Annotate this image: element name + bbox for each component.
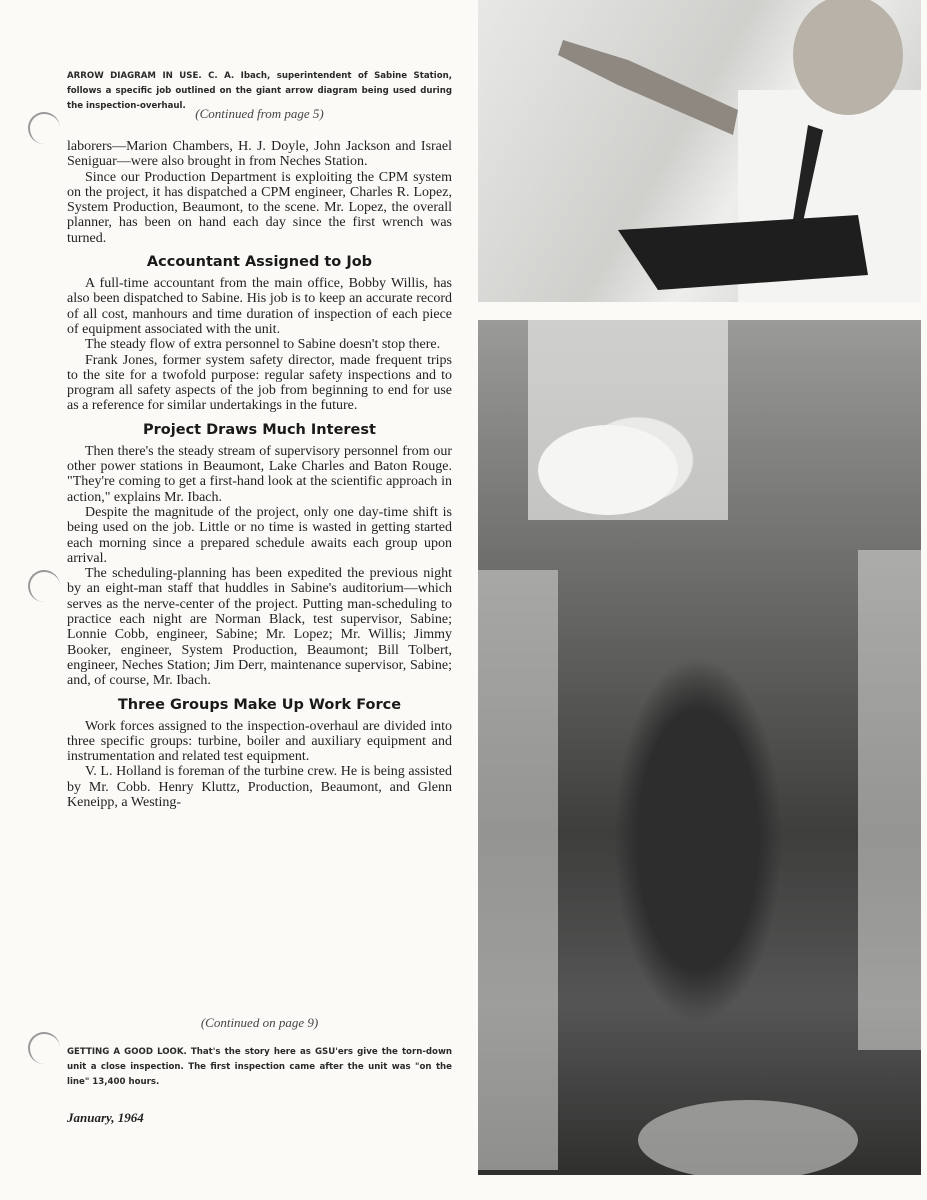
paragraph: Since our Production Department is exploiting the CPM system on the project, it has dispatched a CPM engineer, Charles R. Lopez, System Production, Beaumont, to the scene. Mr. Lopez, the overall planner, has been on hand each day since the first wrench was turned. <box>67 169 452 246</box>
paragraph: V. L. Holland is foreman of the turbine crew. He is being assisted by Mr. Cobb. Henry Kluttz, Production, Beaumont, and Glenn Keneipp, a Westing- <box>67 764 452 810</box>
section-heading: Accountant Assigned to Job <box>146 254 373 271</box>
paragraph: Frank Jones, former system safety director, made frequent trips to the site for a twofold purpose: regular safety inspections and to program all safety aspects of the job from beginning to end for use as a reference for similar undertakings in the future. <box>67 352 452 414</box>
binder-hole <box>28 570 60 602</box>
paragraph: Despite the magnitude of the project, only one day-time shift is being used on the job. Little or no time is wasted in getting started each morning since a prepared schedule awaits each group upon arrival. <box>67 504 452 566</box>
binder-hole <box>28 112 60 144</box>
right-pipe-shape <box>858 550 921 1050</box>
photo-turbine-inspection <box>478 320 921 1175</box>
continued-on: (Continued on page 9) <box>200 1015 319 1030</box>
paragraph: A full-time accountant from the main office, Bobby Willis, has also been dispatched to Sabine. His job is to keep an accurate record of all cost, manhours and time duration of inspection of each piece of equipment associated with the unit. <box>67 276 452 337</box>
section-heading: Three Groups Make Up Work Force <box>117 696 402 713</box>
paragraph: The scheduling-planning has been expedited the previous night by an eight-man staff that huddles in Sabine's auditorium—which serves as the nerve-center of the project. Putting man-scheduling to practice each night are Norman Black, test supervisor, Sabine; Lonnie Cobb, engineer, Sabine; Mr. Lopez; Mr. Willis; Jimmy Booker, engineer, System Production, Beaumont; Bill Tolbert, engineer, Neches Station; Jim Derr, maintenance supervisor, Sabine; and, of course, Mr. Ibach. <box>67 566 452 689</box>
paragraph: The steady flow of extra personnel to Sabine doesn't stop there. <box>85 337 441 353</box>
photo-illustration <box>478 320 921 1175</box>
paragraph: Work forces assigned to the inspection-overhaul are divided into three specific groups: turbine, boiler and auxiliary equipment and instrumentation and related test equipment. <box>67 718 452 765</box>
arm-shape <box>558 40 738 135</box>
issue-date: January, 1964 <box>67 1110 144 1125</box>
top-photo-caption: ARROW DIAGRAM IN USE. C. A. Ibach, superintendent of Sabine Station, follows a specific job outlined on the giant arrow diagram being used during the inspection-overhaul. <box>67 71 452 111</box>
photo-superintendent-pointing <box>478 0 921 302</box>
left-pipe-shape <box>478 570 558 1170</box>
continued-from: (Continued from page 5) <box>195 106 324 121</box>
section-heading: Project Draws Much Interest <box>143 421 376 438</box>
photo-illustration <box>478 0 921 302</box>
bottom-photo-caption: GETTING A GOOD LOOK. That's the story here as GSU'ers give the torn-down unit a close inspection. The first inspection came after the unit was "on the line" 13,400 hours. <box>67 1047 452 1087</box>
paragraph: laborers—Marion Chambers, H. J. Doyle, John Jackson and Israel Seniguar—were also brought in from Neches Station. <box>67 139 452 170</box>
binder-hole <box>28 1032 60 1064</box>
paragraph: Then there's the steady stream of supervisory personnel from our other power stations in Beaumont, Lake Charles and Baton Rouge. "They're coming to get a first-hand look at the scientific approach in action," explains Mr. Ibach. <box>67 443 452 505</box>
article-body <box>67 139 452 810</box>
turbine-half-shape <box>538 425 678 515</box>
rotor-shape <box>638 1100 858 1175</box>
head-shape <box>793 0 903 115</box>
